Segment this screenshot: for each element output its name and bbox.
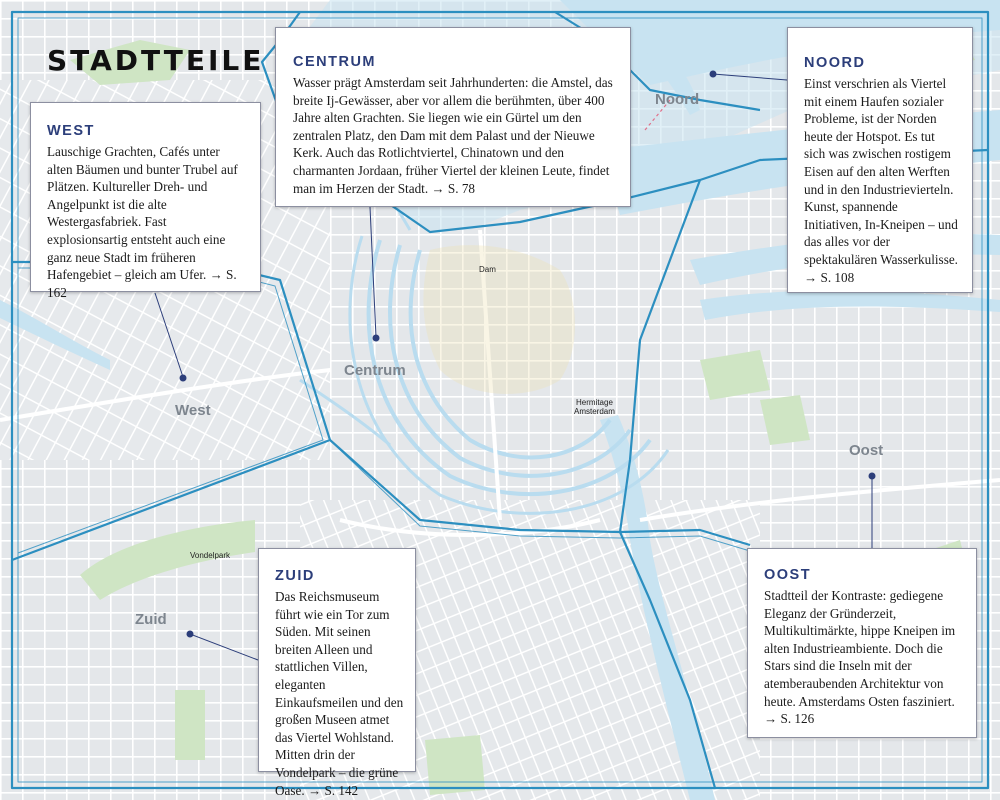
- label-hermitage-line2: Amsterdam: [574, 407, 615, 416]
- label-dam: Dam: [479, 265, 496, 274]
- card-west: [30, 102, 261, 300]
- label-zuid: Zuid: [135, 611, 167, 628]
- page-title: STADTTEILE: [47, 44, 265, 77]
- card-oost-heading: OOST: [764, 567, 812, 583]
- card-centrum: [275, 27, 631, 207]
- card-zuid-heading: ZUID: [275, 568, 315, 584]
- park-south: [425, 735, 485, 795]
- card-centrum-text: Wasser prägt Amsterdam seit Jahrhunderten: die Amstel, das breite Ij-Gewässer, aber vor allem die berühmten, über 400 Jahre alten Grachten. Sie liegen wie ein Gürtel um den zentralen Platz, den Dam mit dem Palast und der Nieuwe Kerk. Auch das Rotlichtviertel, Chinatown und den charmanten Jordaan, früher Viertel der kleinen Leute, findet man im Herzen der Stadt. → S. 78: [293, 75, 613, 196]
- park-south-2: [175, 690, 205, 760]
- card-oost-text: Stadtteil der Kontraste: gediegene Eleganz der Gründerzeit, Multikultimärkte, hippe Kneipen im alten Industrieambiente. Doch die Stars sind die Inseln mit der atemberaubenden Architektur von heute. Amsterdams Osten fasziniert. → S. 126: [764, 588, 956, 727]
- marker-zuid: [187, 631, 194, 638]
- card-noord-text: Einst verschrien als Viertel mit einem Haufen sozialer Probleme, ist der Norden heute der Hotspot. Es tut sich was zwischen rostigem Eisen auf den alten Werften und in den Industrievierteln. Kunst, spannende Initiativen, In-Kneipen – und das alles vor der spektakulären Wasserkulisse. → S. 108: [804, 76, 958, 285]
- card-oost: [747, 548, 977, 738]
- label-noord: Noord: [655, 91, 700, 108]
- card-noord-heading: NOORD: [804, 55, 866, 71]
- label-centrum: Centrum: [344, 362, 406, 379]
- label-vondelpark: Vondelpark: [190, 551, 231, 560]
- marker-oost: [869, 473, 876, 480]
- label-oost: Oost: [849, 442, 884, 459]
- label-west: West: [175, 402, 211, 419]
- card-zuid: [258, 548, 416, 798]
- label-hermitage-line1: Hermitage: [576, 398, 613, 407]
- card-zuid-text: Das Reichsmuseum führt wie ein Tor zum Süden. Mit seinen breiten Alleen und stattlichen Villen, eleganten Einkaufsmeilen und den großen Museen atmet das Viertel Wohlstand. Mitten drin der Vondelpark – die grüne Oase. → S. 142: [275, 589, 404, 798]
- historic-centre: [423, 245, 575, 394]
- marker-noord: [710, 71, 717, 78]
- marker-west: [180, 375, 187, 382]
- card-west-text: Lauschige Grachten, Cafés unter alten Bäumen und bunter Trubel auf Plätzen. Kultureller Dreh- und Angelpunkt ist die alte Westergasfabriek. Fast explosionsartig entsteht auch eine ganz neue Stadt im früheren Hafengebiet – gleich am Ufer. → S. 162: [47, 144, 238, 300]
- card-west-heading: WEST: [47, 123, 95, 139]
- card-centrum-heading: CENTRUM: [293, 54, 376, 70]
- card-noord: [787, 27, 973, 293]
- marker-centrum: [373, 335, 380, 342]
